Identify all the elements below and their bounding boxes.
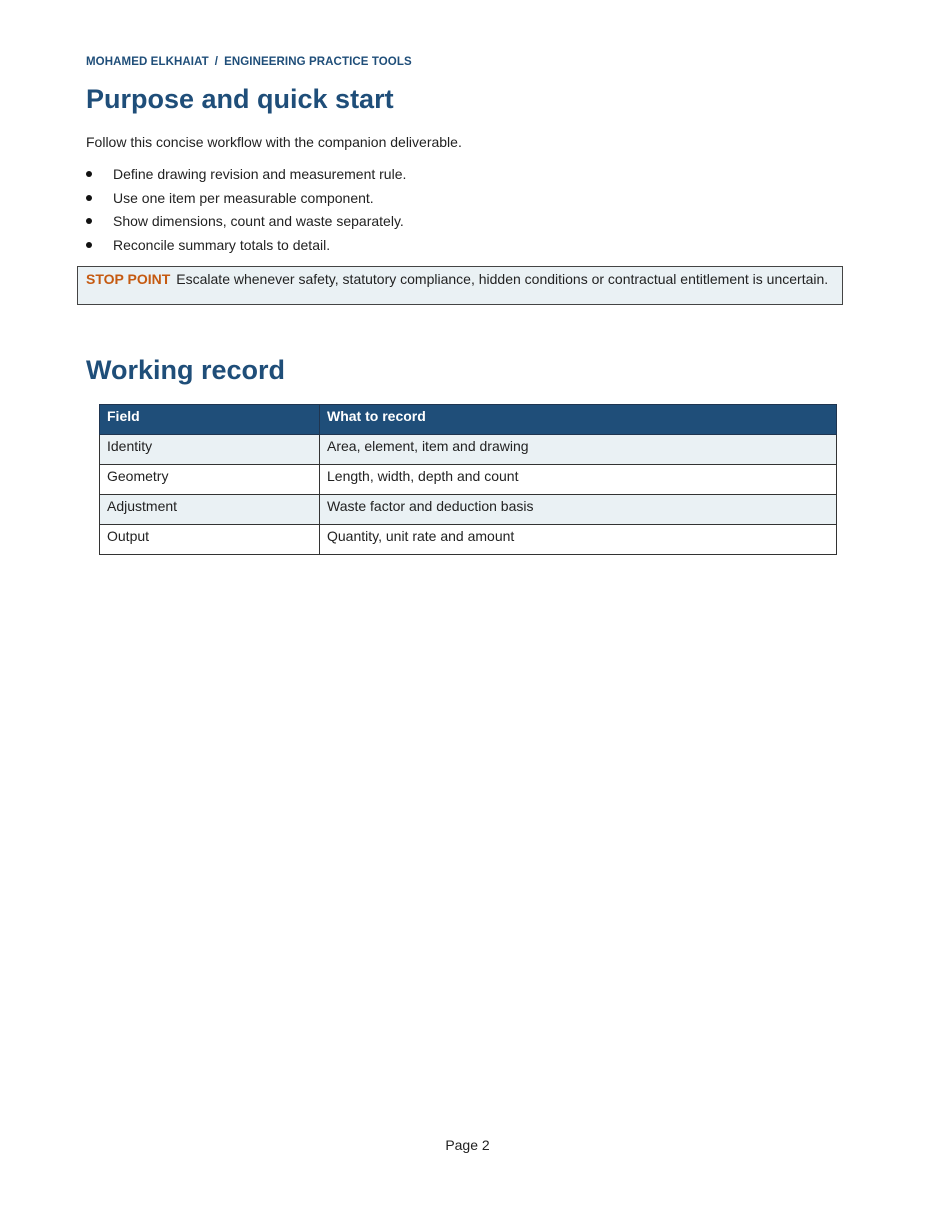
intro-paragraph: Follow this concise workflow with the companion deliverable. bbox=[86, 134, 462, 150]
list-item bbox=[86, 189, 406, 213]
bullet-icon bbox=[86, 242, 92, 248]
header-series: ENGINEERING PRACTICE TOOLS bbox=[224, 56, 412, 68]
bullet-text: Show dimensions, count and waste separately. bbox=[113, 213, 404, 229]
column-header-field: Field bbox=[100, 405, 320, 435]
table-cell-description: Waste factor and deduction basis bbox=[320, 495, 837, 525]
table-cell-description: Area, element, item and drawing bbox=[320, 435, 837, 465]
section-title-purpose: Purpose and quick start bbox=[86, 84, 394, 114]
callout-label: STOP POINT bbox=[86, 271, 171, 287]
table-row bbox=[100, 435, 837, 465]
table-cell-description: Quantity, unit rate and amount bbox=[320, 525, 837, 555]
table-header-row bbox=[100, 405, 837, 435]
bullet-text: Use one item per measurable component. bbox=[113, 189, 374, 206]
list-item bbox=[86, 236, 406, 260]
header-separator: / bbox=[214, 56, 219, 68]
section-title-working-record: Working record bbox=[86, 355, 286, 385]
table-row bbox=[100, 525, 837, 555]
header-author: MOHAMED ELKHAIAT bbox=[86, 56, 209, 68]
bullet-icon bbox=[86, 195, 92, 201]
list-item bbox=[86, 165, 406, 189]
stop-point-callout bbox=[77, 266, 843, 305]
bullet-icon bbox=[86, 218, 92, 224]
bullet-icon bbox=[86, 171, 92, 177]
table-cell-description: Length, width, depth and count bbox=[320, 465, 837, 495]
bullet-text: Reconcile summary totals to detail. bbox=[113, 236, 331, 253]
table-cell-field: Output bbox=[100, 525, 320, 555]
bullet-text: Define drawing revision and measurement rule. bbox=[113, 166, 407, 182]
column-header-what-to-record: What to record bbox=[320, 405, 837, 435]
callout-text: Escalate whenever safety, statutory compliance, hidden conditions or contractual entitlement is uncertain. bbox=[176, 271, 829, 287]
working-record-table bbox=[99, 404, 837, 555]
table-cell-field: Geometry bbox=[100, 465, 320, 495]
running-header bbox=[86, 56, 412, 68]
table-cell-field: Identity bbox=[100, 435, 320, 465]
table-row bbox=[100, 465, 837, 495]
list-item bbox=[86, 212, 406, 236]
table-cell-field: Adjustment bbox=[100, 495, 320, 525]
workflow-bullet-list bbox=[86, 165, 406, 259]
table-row bbox=[100, 495, 837, 525]
page-number: Page 2 bbox=[445, 1137, 490, 1153]
